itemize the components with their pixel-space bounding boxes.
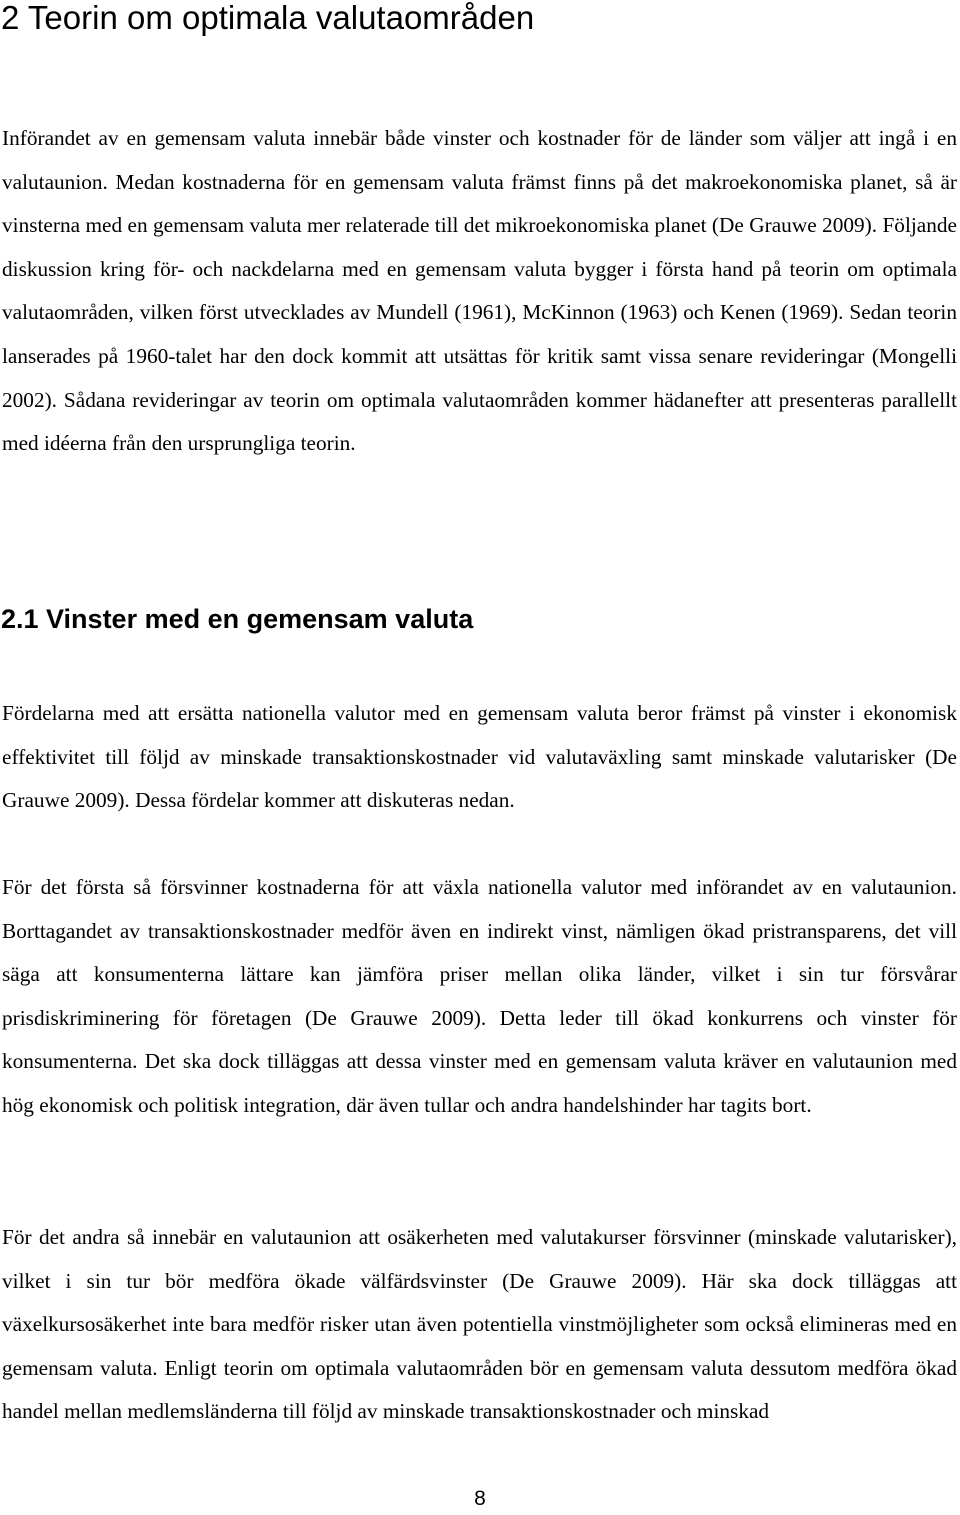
chapter-title: 2 Teorin om optimala valutaområden [1, 0, 535, 36]
section-paragraph-1: Fördelarna med att ersätta nationella valutor med en gemensam valuta beror främst på vinster i ekonomisk effektivitet till följd av minskade transaktionskostnader vid valutaväxling samt minskade valutarisker (De Grauwe 2009). Dessa fördelar kommer att diskuteras nedan. [2, 701, 957, 813]
section-paragraph-3: För det andra så innebär en valutaunion att osäkerheten med valutakurser försvinner (minskade valutarisker), vilket i sin tur bör medföra ökade välfärdsvinster (De Grauwe 2009). Här ska dock tilläggas att växelkursosäkerhet inte bara medför risker utan även potentiella vinstmöjligheter som också elimineras med en gemensam valuta. Enligt teorin om optimala valutaområden bör en gemensam valuta dessutom medföra ökad handel mellan medlemsländerna till följd av minskade transaktionskostnader och minskad [2, 1225, 957, 1424]
intro-paragraph: Införandet av en gemensam valuta innebär både vinster och kostnader för de länder som väljer att ingå i en valutaunion. Medan kostnaderna för en gemensam valuta främst finns på det makroekonomiska planet, så är vinsterna med en gemensam valuta mer relaterade till det mikroekonomiska planet (De Grauwe 2009). Följande diskussion kring för- och nackdelarna med en gemensam valuta bygger i första hand på teorin om optimala valutaområden, vilken först utvecklades av Mundell (1961), McKinnon (1963) och Kenen (1969). Sedan teorin lanserades på 1960-talet har den dock kommit att utsättas för kritik samt vissa senare revideringar (Mongelli 2002). Sådana revideringar av teorin om optimala valutaområden kommer hädanefter att presenteras parallellt med idéerna från den ursprungliga teorin. [2, 126, 957, 456]
page-number: 8 [474, 1487, 486, 1510]
section-paragraph-2: För det första så försvinner kostnaderna för att växla nationella valutor med införandet av en valutaunion. Borttagandet av transaktionskostnader medför även en indirekt vinst, nämligen ökad pristransparens, det vill säga att konsumenterna lättare kan jämföra priser mellan olika länder, vilket i sin tur försvårar prisdiskriminering för företagen (De Grauwe 2009). Detta leder till ökad konkurrens och vinster för konsumenterna. Det ska dock tilläggas att dessa vinster med en gemensam valuta kräver en valutaunion med hög ekonomisk och politisk integration, där även tullar och andra handelshinder har tagits bort. [2, 875, 957, 1117]
section-title: 2.1 Vinster med en gemensam valuta [1, 604, 474, 634]
